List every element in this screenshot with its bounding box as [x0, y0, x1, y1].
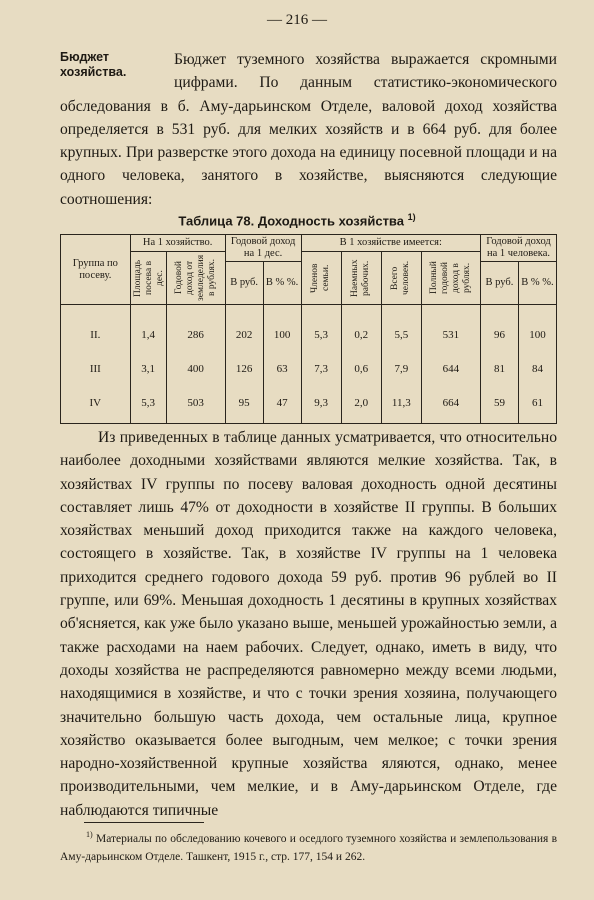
cell-group: II.: [61, 305, 131, 354]
header-group: Группа по посеву.: [61, 235, 131, 305]
header-sown-area-text: Площадь посева в дес.: [132, 259, 165, 297]
header-full-income: [421, 252, 480, 305]
footnote-mark: 1): [86, 830, 93, 839]
cell-group: IV: [61, 386, 131, 424]
cell-per-des-pct: 47: [263, 386, 301, 424]
cell-per-person-pct: 61: [518, 386, 556, 424]
cell-hired: 0,6: [341, 353, 381, 386]
cell-full-income: 644: [421, 353, 480, 386]
table-row: [61, 386, 557, 424]
cell-hired: 2,0: [341, 386, 381, 424]
header-person-pct: В % %.: [518, 262, 556, 305]
cell-total: 5,5: [381, 305, 421, 354]
header-in-farm-has: В 1 хозяйстве имеется:: [301, 235, 480, 252]
cell-family: 7,3: [301, 353, 341, 386]
header-income-per-person: Годовой доход на 1 человека.: [480, 235, 556, 262]
cell-family: 9,3: [301, 386, 341, 424]
footnote-divider: [84, 822, 204, 823]
table-caption-footnote-ref: 1): [407, 212, 416, 222]
header-full-income-text: Полный годовой доход в рублях.: [428, 261, 472, 295]
table-caption: [0, 212, 594, 228]
cell-full-income: 664: [421, 386, 480, 424]
body-text: [60, 426, 557, 822]
cell-per-person-rub: 81: [480, 353, 518, 386]
cell-per-person-pct: 84: [518, 353, 556, 386]
cell-area: 3,1: [130, 353, 166, 386]
cell-hired: 0,2: [341, 305, 381, 354]
cell-per-person-rub: 59: [480, 386, 518, 424]
cell-total: 11,3: [381, 386, 421, 424]
header-income-per-des: Годовой доход на 1 дес.: [225, 235, 301, 262]
intro-text: Бюджет туземного хозяйства выражается скромными цифрами. По данным статистико-экономического обследования в б. Аму-дарьинском Отделе, валовой доход хозяйства определяется в 531 руб. для мелких хозяйств и в 664 руб. для более крупных. При разверстке этого дохода на единицу посевной площади и на одного человека, занятого в хозяйстве, выясняются следующие соотношения:: [60, 51, 557, 208]
header-hired: [341, 252, 381, 305]
cell-per-des-rub: 126: [225, 353, 263, 386]
header-person-rub: В руб.: [480, 262, 518, 305]
margin-note: Бюджет хозяйства.: [60, 50, 127, 79]
footnote: [60, 826, 557, 866]
cell-per-des-pct: 63: [263, 353, 301, 386]
header-hired-text: Наемных рабочих.: [350, 259, 372, 297]
header-per-farm: На 1 хозяйство.: [130, 235, 225, 252]
cell-group: III: [61, 353, 131, 386]
cell-per-des-pct: 100: [263, 305, 301, 354]
header-total: [381, 252, 421, 305]
cell-area: 1,4: [130, 305, 166, 354]
cell-per-person-rub: 96: [480, 305, 518, 354]
header-family-text: Членов семьи.: [310, 263, 332, 293]
table-row: [61, 305, 557, 354]
cell-land-income: 286: [166, 305, 225, 354]
header-family: [301, 252, 341, 305]
header-land-income: [166, 252, 225, 305]
intro-paragraph: [60, 48, 557, 211]
cell-family: 5,3: [301, 305, 341, 354]
body-paragraph: Из приведенных в таблице данных усматривается, что относительно наиболее доходными хозяйствами являются мелкие хозяйства. Так, в хозяйствах IV группы по посеву валовая доходность одной десятины составляет лишь 47% от доходности в хозяйстве II группы. В больших хозяйствах меньший доход приходится также на каждого человека, состоящего в хозяйстве. Так, в хозяйстве IV группы на 1 человека приходится среднего годового дохода 59 руб. против 96 рублей во II группе, или 69%. Меньшая доходность 1 десятины в крупных хозяйствах об'ясняется, как уже было указано выше, меньшей урожайностью земли, а также расходами на наем рабочих. Следует, однако, иметь в виду, что доходы хозяйства не распределяются равномерно между всеми людьми, находящимися в хозяйстве, и что с точки зрения хозяина, получающего значительно большую часть дохода, чем остальные лица, крупное хозяйство оказывается более выгодным, чем мелкое; с точки зрения народно-хозяйственной крупные хозяйства яляются, однако, менее производительными, чем мелкие, и в Аму-дарьинском Отделе, где наблюдаются типичные: [60, 429, 557, 819]
header-land-income-text: Годовой доход от земледелия в рублях.: [173, 254, 217, 302]
page-number: — 216 —: [267, 12, 327, 28]
cell-area: 5,3: [130, 386, 166, 424]
header-des-rub: В руб.: [225, 262, 263, 305]
header-total-text: Всего человек.: [390, 260, 412, 296]
cell-full-income: 531: [421, 305, 480, 354]
footnote-text: Материалы по обследованию кочевого и оседлого туземного хозяйства и землепользования в Аму-дарьинском Отделе. Ташкент, 1915 г., стр. 177, 154 и 262.: [60, 832, 557, 863]
cell-land-income: 503: [166, 386, 225, 424]
cell-land-income: 400: [166, 353, 225, 386]
cell-per-des-rub: 95: [225, 386, 263, 424]
table-row: [61, 353, 557, 386]
cell-per-person-pct: 100: [518, 305, 556, 354]
header-des-pct: В % %.: [263, 262, 301, 305]
income-table: [60, 234, 557, 424]
table-caption-text: Таблица 78. Доходность хозяйства: [178, 213, 404, 229]
header-sown-area: [130, 252, 166, 305]
cell-total: 7,9: [381, 353, 421, 386]
cell-per-des-rub: 202: [225, 305, 263, 354]
